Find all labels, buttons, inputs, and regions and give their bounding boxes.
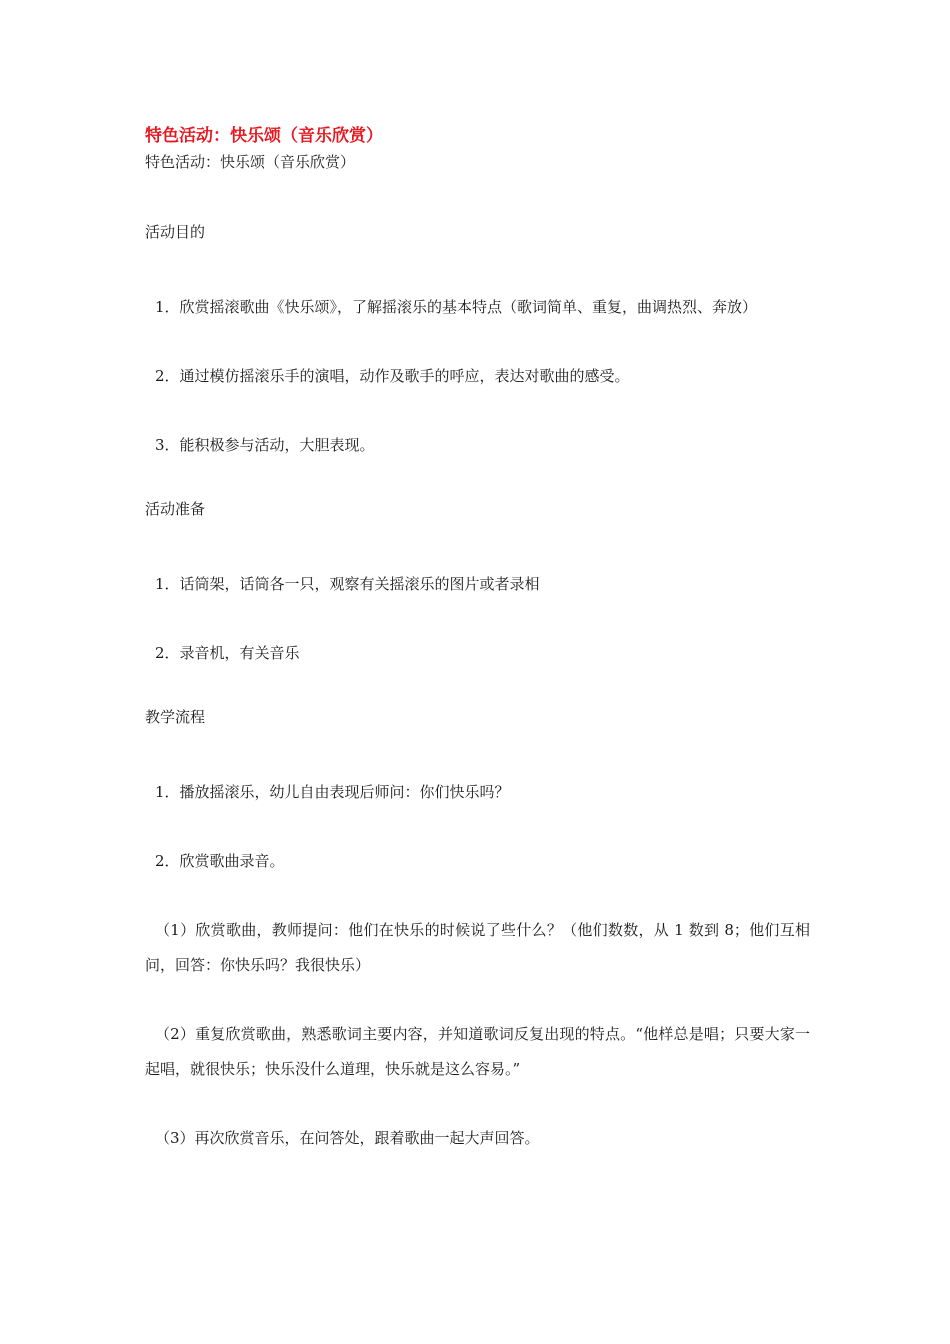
goal-item-3: 3．能积极参与活动，大胆表现。: [155, 436, 375, 454]
section-heading-preparation: 活动准备: [145, 500, 206, 518]
section-heading-flow: 教学流程: [145, 708, 206, 726]
document-title: 特色活动：快乐颂（音乐欣赏）: [145, 126, 383, 146]
goal-item-1: 1．欣赏摇滚歌曲《快乐颂》，了解摇滚乐的基本特点（歌词简单、重复，曲调热烈、奔放）: [155, 298, 758, 316]
document-page: [145, 122, 810, 1190]
flow-item-1: 1．播放摇滚乐，幼儿自由表现后师问：你们快乐吗？: [155, 783, 510, 801]
flow-subitem-2: （2）重复欣赏歌曲，熟悉歌词主要内容，并知道歌词反复出现的特点。“他样总是唱；只要大家一起唱，就很快乐；快乐没什么道理，快乐就是这么容易。”: [145, 1025, 810, 1078]
flow-item-2: 2．欣赏歌曲录音。: [155, 852, 285, 870]
goal-item-2: 2．通过模仿摇滚乐手的演唱，动作及歌手的呼应，表达对歌曲的感受。: [155, 367, 630, 385]
flow-subitem-1: （1）欣赏歌曲，教师提问：他们在快乐的时候说了些什么？（他们数数，从 1 数到 8；他们互相问，回答：你快乐吗？我很快乐）: [145, 921, 810, 974]
flow-subitem-3: （3）再次欣赏音乐，在问答处，跟着歌曲一起大声回答。: [155, 1129, 540, 1147]
document-subtitle: 特色活动：快乐颂（音乐欣赏）: [145, 153, 356, 171]
prep-item-1: 1．话筒架，话筒各一只，观察有关摇滚乐的图片或者录相: [155, 575, 540, 593]
section-heading-goals: 活动目的: [145, 223, 206, 241]
prep-item-2: 2．录音机，有关音乐: [155, 644, 300, 662]
